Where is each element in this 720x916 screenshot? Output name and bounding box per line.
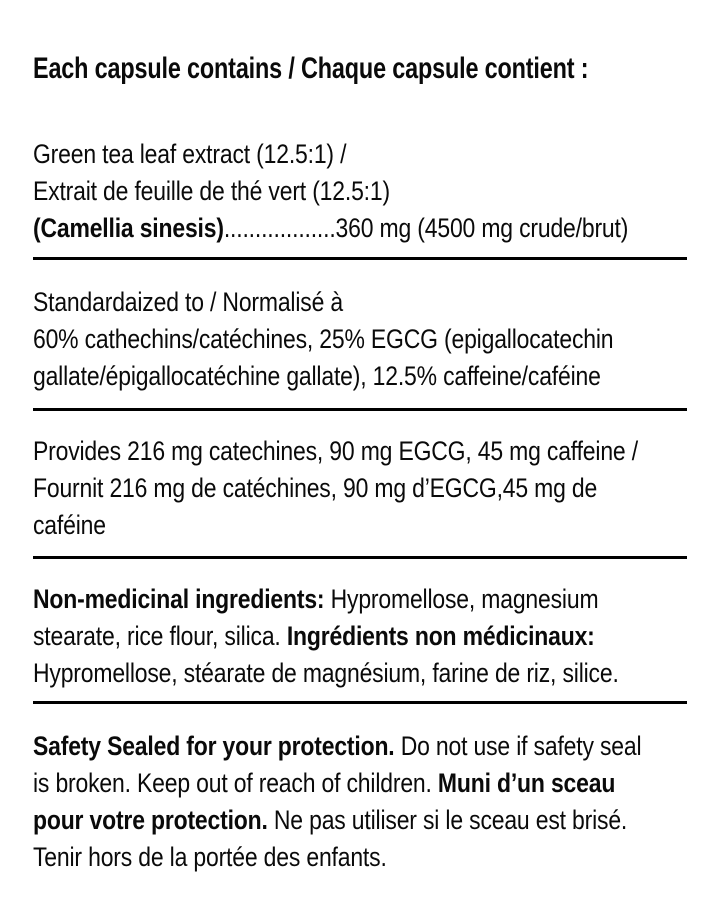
safety-line-3 [33,802,641,839]
section-divider [33,257,687,260]
provides-line-2: Fournit 216 mg de catéchines, 90 mg d’EGCG,45 mg de [33,473,598,503]
standardization-section [33,284,716,395]
ingredient-name-fr: Extrait de feuille de thé vert (12.5:1) [33,176,390,206]
non-medicinal-section [33,581,720,692]
standardized-line-2: 60% cathechins/catéchines, 25% EGCG (epigallocatechin [33,324,614,354]
non-medicinal-line-2 [33,618,619,655]
provides-section [33,433,720,544]
provides-line-3: caféine [33,510,106,540]
section-divider [33,408,687,411]
ingredient-name-en: Green tea leaf extract (12.5:1) / [33,139,347,169]
ingredient-latin-name: (Camellia sinesis) [33,213,224,243]
safety-line-4: Tenir hors de la portée des enfants. [33,842,387,872]
standardized-line-3: gallate/épigallocatéchine gallate), 12.5% caffeine/caféine [33,361,601,391]
section-divider [33,556,687,559]
ingredient-amount: 360 mg (4500 mg crude/brut) [335,213,629,243]
non-medicinal-text-en: Hypromellose, magnesium [324,584,599,614]
safety-text-en-cont: is broken. Keep out of reach of children. [33,768,438,798]
safety-heading-fr-cont: pour votre protection. [33,805,268,835]
safety-line-2 [33,765,641,802]
panel-title: Each capsule contains / Chaque capsule contient : [33,52,589,85]
non-medicinal-heading-fr: Ingrédients non médicinaux: [286,621,595,651]
ingredient-amount-line [33,210,628,247]
non-medicinal-line-3: Hypromellose, stéarate de magnésium, farine de riz, silice. [33,658,619,688]
non-medicinal-heading-en: Non-medicinal ingredients: [33,584,325,614]
standardized-line-1: Standardaized to / Normalisé à [33,287,343,317]
safety-heading-en: Safety Sealed for your protection. [33,731,395,761]
safety-line-1 [33,728,641,765]
medicinal-ingredient-section [33,136,720,247]
provides-line-1: Provides 216 mg catechines, 90 mg EGCG, 45 mg caffeine / [33,436,638,466]
safety-text-en: Do not use if safety seal [394,731,642,761]
safety-text-fr: Ne pas utiliser si le sceau est brisé. [267,805,628,835]
section-divider [33,701,687,704]
non-medicinal-text-en-cont: stearate, rice flour, silica. [33,621,287,651]
safety-seal-section [33,728,720,876]
dotted-leader: .................. [223,213,336,243]
non-medicinal-line-1 [33,581,619,618]
safety-heading-fr-start: Muni d’un sceau [437,768,616,798]
